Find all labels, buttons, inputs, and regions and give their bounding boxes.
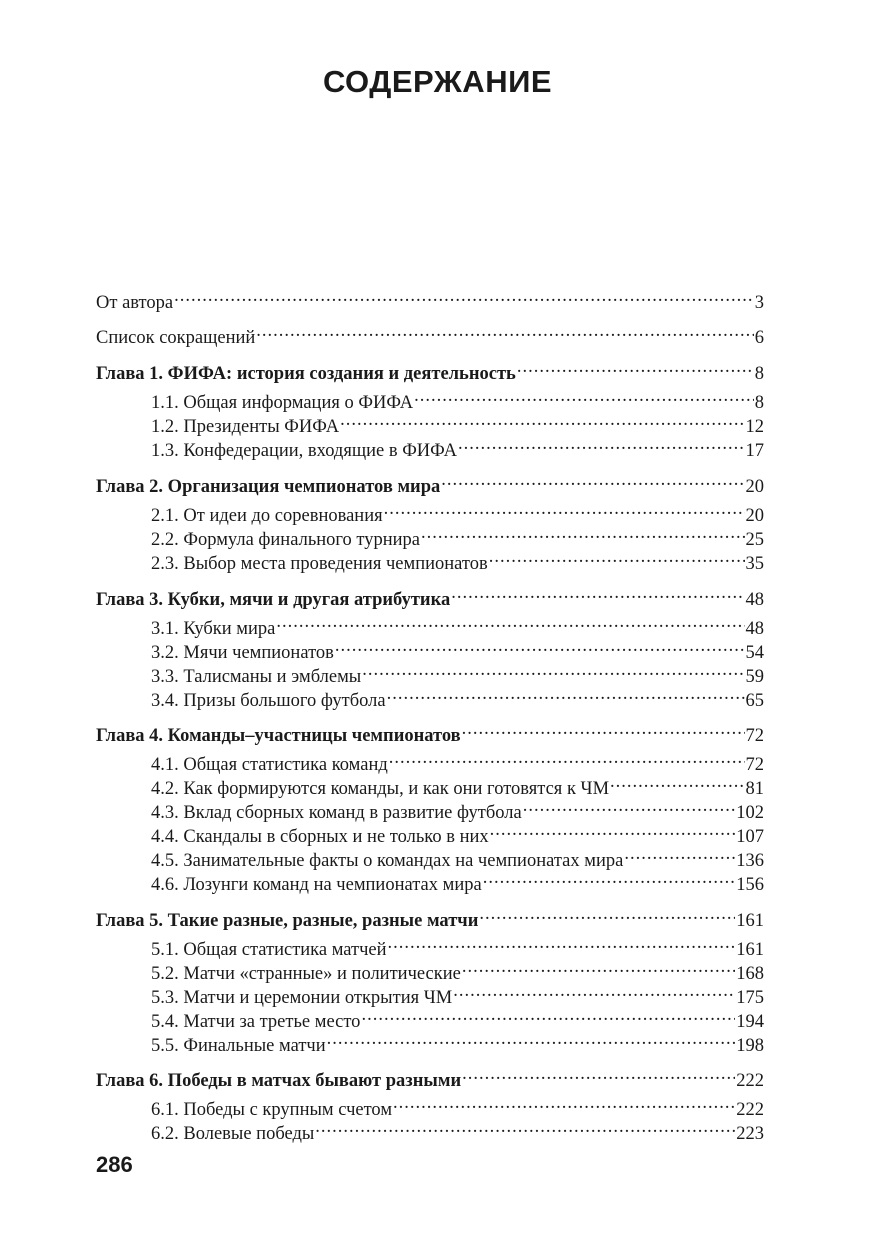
toc-entry-page: 161 — [736, 911, 764, 931]
toc-subentry[interactable] — [151, 955, 764, 984]
toc-entry-page: 72 — [745, 755, 764, 775]
toc-entry-page: 35 — [745, 554, 764, 574]
toc-entry-label: 5.1. Общая статистика матчей — [151, 940, 387, 960]
toc-entry-page: 222 — [736, 1100, 764, 1120]
toc-subentry[interactable] — [151, 610, 764, 639]
leader-dots — [490, 818, 736, 842]
toc-chapter[interactable] — [96, 468, 764, 497]
toc-subentry[interactable] — [151, 1003, 764, 1032]
toc-entry-page: 59 — [745, 667, 764, 687]
toc-subentry[interactable] — [151, 1091, 764, 1120]
leader-dots — [451, 581, 744, 605]
leader-dots — [610, 770, 744, 794]
leader-dots — [361, 1003, 735, 1027]
toc-subentry[interactable] — [151, 818, 764, 847]
toc-entry-page: 6 — [754, 328, 764, 348]
toc-entry-label: 5.3. Матчи и церемонии открытия ЧМ — [151, 988, 453, 1008]
toc-entry-label: 4.1. Общая статистика команд — [151, 755, 388, 775]
toc-entry-page: 20 — [745, 506, 764, 526]
toc-entry-label: 4.6. Лозунги команд на чемпионатах мира — [151, 875, 482, 895]
leader-dots — [327, 1027, 736, 1051]
toc-entry-page: 194 — [736, 1012, 764, 1032]
toc-entry-page: 65 — [745, 691, 764, 711]
toc-chapter-label: Глава 6. Победы в матчах бывают разными — [96, 1071, 462, 1091]
toc-chapter-label: Глава 3. Кубки, мячи и другая атрибутика — [96, 590, 451, 610]
toc-entry-label: 3.3. Талисманы и эмблемы — [151, 667, 362, 687]
toc-entry-label: 1.2. Президенты ФИФА — [151, 417, 340, 437]
toc-entry-label: 3.4. Призы большого футбола — [151, 691, 386, 711]
leader-dots — [362, 658, 744, 682]
toc-entry-page: 48 — [745, 619, 764, 639]
toc-subentry[interactable] — [151, 545, 764, 574]
toc-entry-page: 8 — [754, 393, 764, 413]
toc-entry-label: Список сокращений — [96, 328, 256, 348]
leader-dots — [489, 545, 745, 569]
leader-dots — [335, 634, 745, 658]
toc-entry-label: 4.3. Вклад сборных команд в развитие футбола — [151, 803, 522, 823]
toc-entry-label: 2.2. Формула финального турнира — [151, 530, 421, 550]
toc-chapter-label: Глава 2. Организация чемпионатов мира — [96, 477, 441, 497]
toc-entry-page: 72 — [745, 726, 764, 746]
toc-subentry[interactable] — [151, 1115, 764, 1144]
toc-entry-page: 102 — [736, 803, 764, 823]
toc-chapter[interactable] — [96, 717, 764, 746]
toc-entry-label: 6.1. Победы с крупным счетом — [151, 1100, 393, 1120]
toc-subentry[interactable] — [151, 634, 764, 663]
toc-entry-label: 4.4. Скандалы в сборных и не только в них — [151, 827, 489, 847]
toc-subentry[interactable] — [151, 658, 764, 687]
leader-dots — [387, 682, 745, 706]
toc-chapter[interactable] — [96, 581, 764, 610]
toc-entry-page: 107 — [736, 827, 764, 847]
toc-entry-page: 198 — [736, 1036, 764, 1056]
toc-chapter-label: Глава 4. Команды–участницы чемпионатов — [96, 726, 461, 746]
toc-subentry[interactable] — [151, 866, 764, 895]
toc-entry-label: 4.2. Как формируются команды, и как они готовятся к ЧМ — [151, 779, 610, 799]
leader-dots — [483, 866, 736, 890]
leader-dots — [441, 468, 744, 492]
leader-dots — [453, 979, 735, 1003]
toc-chapter-label: Глава 1. ФИФА: история создания и деятельность — [96, 364, 516, 384]
toc-entry-page: 222 — [736, 1071, 764, 1091]
leader-dots — [384, 497, 745, 521]
toc-entry-page: 161 — [736, 940, 764, 960]
leader-dots — [421, 521, 744, 545]
toc-subentry[interactable] — [151, 931, 764, 960]
leader-dots — [462, 955, 735, 979]
toc-subentry[interactable] — [151, 842, 764, 871]
toc-entry-label: 4.5. Занимательные факты о командах на чемпионатах мира — [151, 851, 624, 871]
leader-dots — [389, 746, 745, 770]
leader-dots — [174, 284, 754, 308]
toc-entry-page: 136 — [736, 851, 764, 871]
page-title: СОДЕРЖАНИЕ — [322, 64, 553, 99]
toc-chapter[interactable] — [96, 355, 764, 384]
toc-entry-label: 6.2. Волевые победы — [151, 1124, 315, 1144]
leader-dots — [414, 384, 754, 408]
toc-entry[interactable] — [96, 319, 764, 348]
toc-subentry[interactable] — [151, 497, 764, 526]
toc-subentry[interactable] — [151, 770, 764, 799]
leader-dots — [315, 1115, 735, 1139]
toc-subentry[interactable] — [151, 682, 764, 711]
leader-dots — [624, 842, 735, 866]
leader-dots — [393, 1091, 735, 1115]
toc-subentry[interactable] — [151, 1027, 764, 1056]
toc-entry-page: 20 — [745, 477, 764, 497]
toc-entry-label: 5.5. Финальные матчи — [151, 1036, 326, 1056]
toc-entry-page: 3 — [754, 293, 764, 313]
toc-entry-label: 2.1. От идеи до соревнования — [151, 506, 383, 526]
toc-entry-label: 3.1. Кубки мира — [151, 619, 276, 639]
toc-entry-page: 48 — [745, 590, 764, 610]
toc-entry-page: 81 — [745, 779, 764, 799]
toc-entry-page: 175 — [736, 988, 764, 1008]
page-number: 286 — [96, 1152, 133, 1177]
toc-chapter[interactable] — [96, 902, 764, 931]
leader-dots — [276, 610, 744, 634]
toc-entry-label: От автора — [96, 293, 174, 313]
toc-entry-label: 3.2. Мячи чемпионатов — [151, 643, 334, 663]
toc-chapter-label: Глава 5. Такие разные, разные, разные матчи — [96, 911, 479, 931]
toc-chapter[interactable] — [96, 1062, 764, 1091]
toc-entry-label: 1.3. Конфедерации, входящие в ФИФА — [151, 441, 457, 461]
leader-dots — [458, 432, 745, 456]
leader-dots — [517, 355, 754, 379]
toc-entry-label: 5.4. Матчи за третье место — [151, 1012, 361, 1032]
toc-entry-label: 1.1. Общая информация о ФИФА — [151, 393, 414, 413]
toc-entry-page: 17 — [745, 441, 764, 461]
toc-entry-page: 223 — [736, 1124, 764, 1144]
leader-dots — [256, 319, 753, 343]
leader-dots — [388, 931, 736, 955]
toc-entry-label: 2.3. Выбор места проведения чемпионатов — [151, 554, 488, 574]
toc-entry-page: 156 — [736, 875, 764, 895]
toc-entry-page: 8 — [754, 364, 764, 384]
toc-entry-page: 25 — [745, 530, 764, 550]
toc-subentry[interactable] — [151, 408, 764, 437]
toc-subentry[interactable] — [151, 432, 764, 461]
toc-entry-label: 5.2. Матчи «странные» и политические — [151, 964, 461, 984]
toc-entry-page: 54 — [745, 643, 764, 663]
toc-subentry[interactable] — [151, 384, 764, 413]
toc-subentry[interactable] — [151, 746, 764, 775]
toc-subentry[interactable] — [151, 794, 764, 823]
leader-dots — [462, 717, 745, 741]
toc-subentry[interactable] — [151, 979, 764, 1008]
leader-dots — [462, 1062, 735, 1086]
toc-subentry[interactable] — [151, 521, 764, 550]
leader-dots — [523, 794, 736, 818]
toc-entry-page: 12 — [745, 417, 764, 437]
leader-dots — [479, 902, 735, 926]
leader-dots — [340, 408, 744, 432]
toc-entry-page: 168 — [736, 964, 764, 984]
toc-entry[interactable] — [96, 284, 764, 313]
